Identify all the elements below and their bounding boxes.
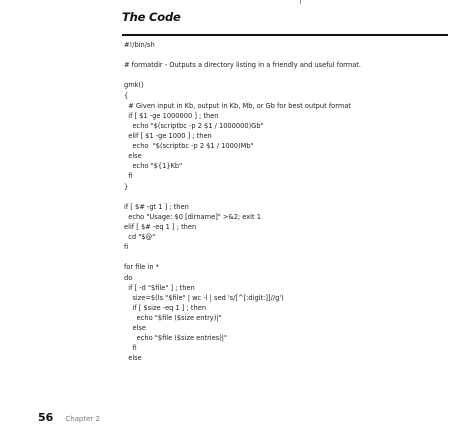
code-line (124, 252, 464, 262)
code-line (124, 50, 464, 60)
code-line: echo "$file ($size entries)|" (124, 333, 228, 343)
code-line: cd "$@" (124, 232, 156, 242)
code-line: for file in * (124, 262, 159, 272)
code-listing (124, 40, 464, 364)
code-line: # Given input in Kb, output in Kb, Mb, or Gb for best output format (124, 100, 351, 110)
code-line: echo "$(scriptbc -p 2 $1 / 1000)Mb" (124, 141, 254, 151)
code-line: else (124, 323, 146, 333)
code-line: size=$(ls "$file" | wc -l | sed 's/[^[:digit:]]//g') (124, 292, 284, 302)
title-rule (122, 34, 448, 36)
code-line: fi (124, 171, 133, 181)
code-line: do (124, 272, 133, 282)
code-line: echo "${1}Kb" (124, 161, 183, 171)
code-line: elif [ $1 -ge 1000 ] ; then (124, 130, 212, 140)
code-line: echo "$file ($size entry)|" (124, 312, 222, 322)
code-line (124, 192, 464, 202)
code-line: if [ $# -gt 1 ] ; then (124, 201, 189, 211)
code-line: { (124, 90, 129, 100)
code-line: elif [ $# -eq 1 ] ; then (124, 221, 197, 231)
code-line: if [ $1 -ge 1000000 ] ; then (124, 110, 219, 120)
code-line: gmk() (124, 80, 144, 90)
code-line (124, 70, 464, 80)
code-line: } (124, 181, 129, 191)
code-line: fi (124, 242, 129, 252)
code-line: else (124, 353, 142, 363)
code-line: if [ -d "$file" ] ; then (124, 282, 195, 292)
code-line: echo "Usage: $0 [dirname]" >&2; exit 1 (124, 211, 261, 221)
code-line: else (124, 151, 142, 161)
code-line: echo "$(scriptbc -p 2 $1 / 1000000)Gb" (124, 120, 264, 130)
code-line: if [ $size -eq 1 ] ; then (124, 302, 207, 312)
page-number: 56 (38, 411, 54, 424)
code-line: # formatdir - Outputs a directory listing in a friendly and useful format. (124, 60, 362, 70)
crop-mark (300, 0, 301, 4)
section-title: The Code (122, 10, 181, 24)
chapter-label: Chapter 2 (65, 415, 100, 423)
code-line: fi (124, 343, 137, 353)
code-line: #!/bin/sh (124, 40, 155, 49)
page-footer (38, 411, 100, 424)
